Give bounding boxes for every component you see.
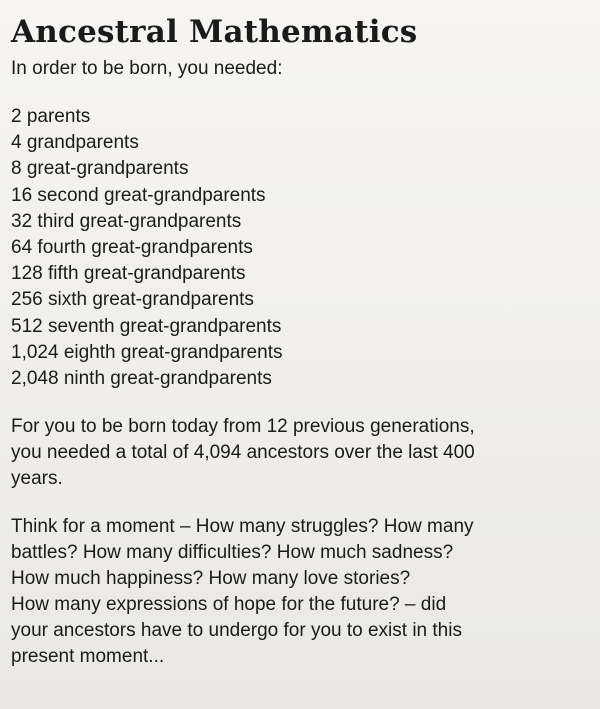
ancestor-list xyxy=(11,104,590,392)
list-item: 512 seventh great-grandparents xyxy=(11,315,282,337)
summary-paragraph xyxy=(11,414,590,492)
document-title: Ancestral Mathematics xyxy=(11,14,418,50)
list-item: 2,048 ninth great-grandparents xyxy=(11,368,272,390)
reflection-line: How much happiness? How many love stories? xyxy=(11,568,411,590)
list-item: 64 fourth great-grandparents xyxy=(11,237,253,259)
list-item: 4 grandparents xyxy=(11,132,139,154)
reflection-line: present moment... xyxy=(11,646,165,668)
reflection-line: battles? How many difficulties? How much sadness? xyxy=(11,542,454,564)
reflection-paragraph xyxy=(11,514,590,670)
reflection-line: Think for a moment – How many struggles? How many xyxy=(11,516,474,538)
summary-line: you needed a total of 4,094 ancestors over the last 400 xyxy=(11,442,475,464)
list-item: 8 great-grandparents xyxy=(11,158,189,180)
list-item: 16 second great-grandparents xyxy=(11,184,266,206)
reflection-line: How many expressions of hope for the future? – did xyxy=(11,594,447,616)
list-item: 2 parents xyxy=(11,106,91,127)
list-item: 128 fifth great-grandparents xyxy=(11,263,246,285)
summary-line: For you to be born today from 12 previous generations, xyxy=(11,416,475,438)
list-item: 1,024 eighth great-grandparents xyxy=(11,341,283,363)
list-item: 32 third great-grandparents xyxy=(11,210,242,232)
reflection-line: your ancestors have to undergo for you to exist in this xyxy=(11,620,462,642)
summary-line: years. xyxy=(11,468,63,490)
intro-text: In order to be born, you needed: xyxy=(11,58,283,79)
list-item: 256 sixth great-grandparents xyxy=(11,289,254,311)
